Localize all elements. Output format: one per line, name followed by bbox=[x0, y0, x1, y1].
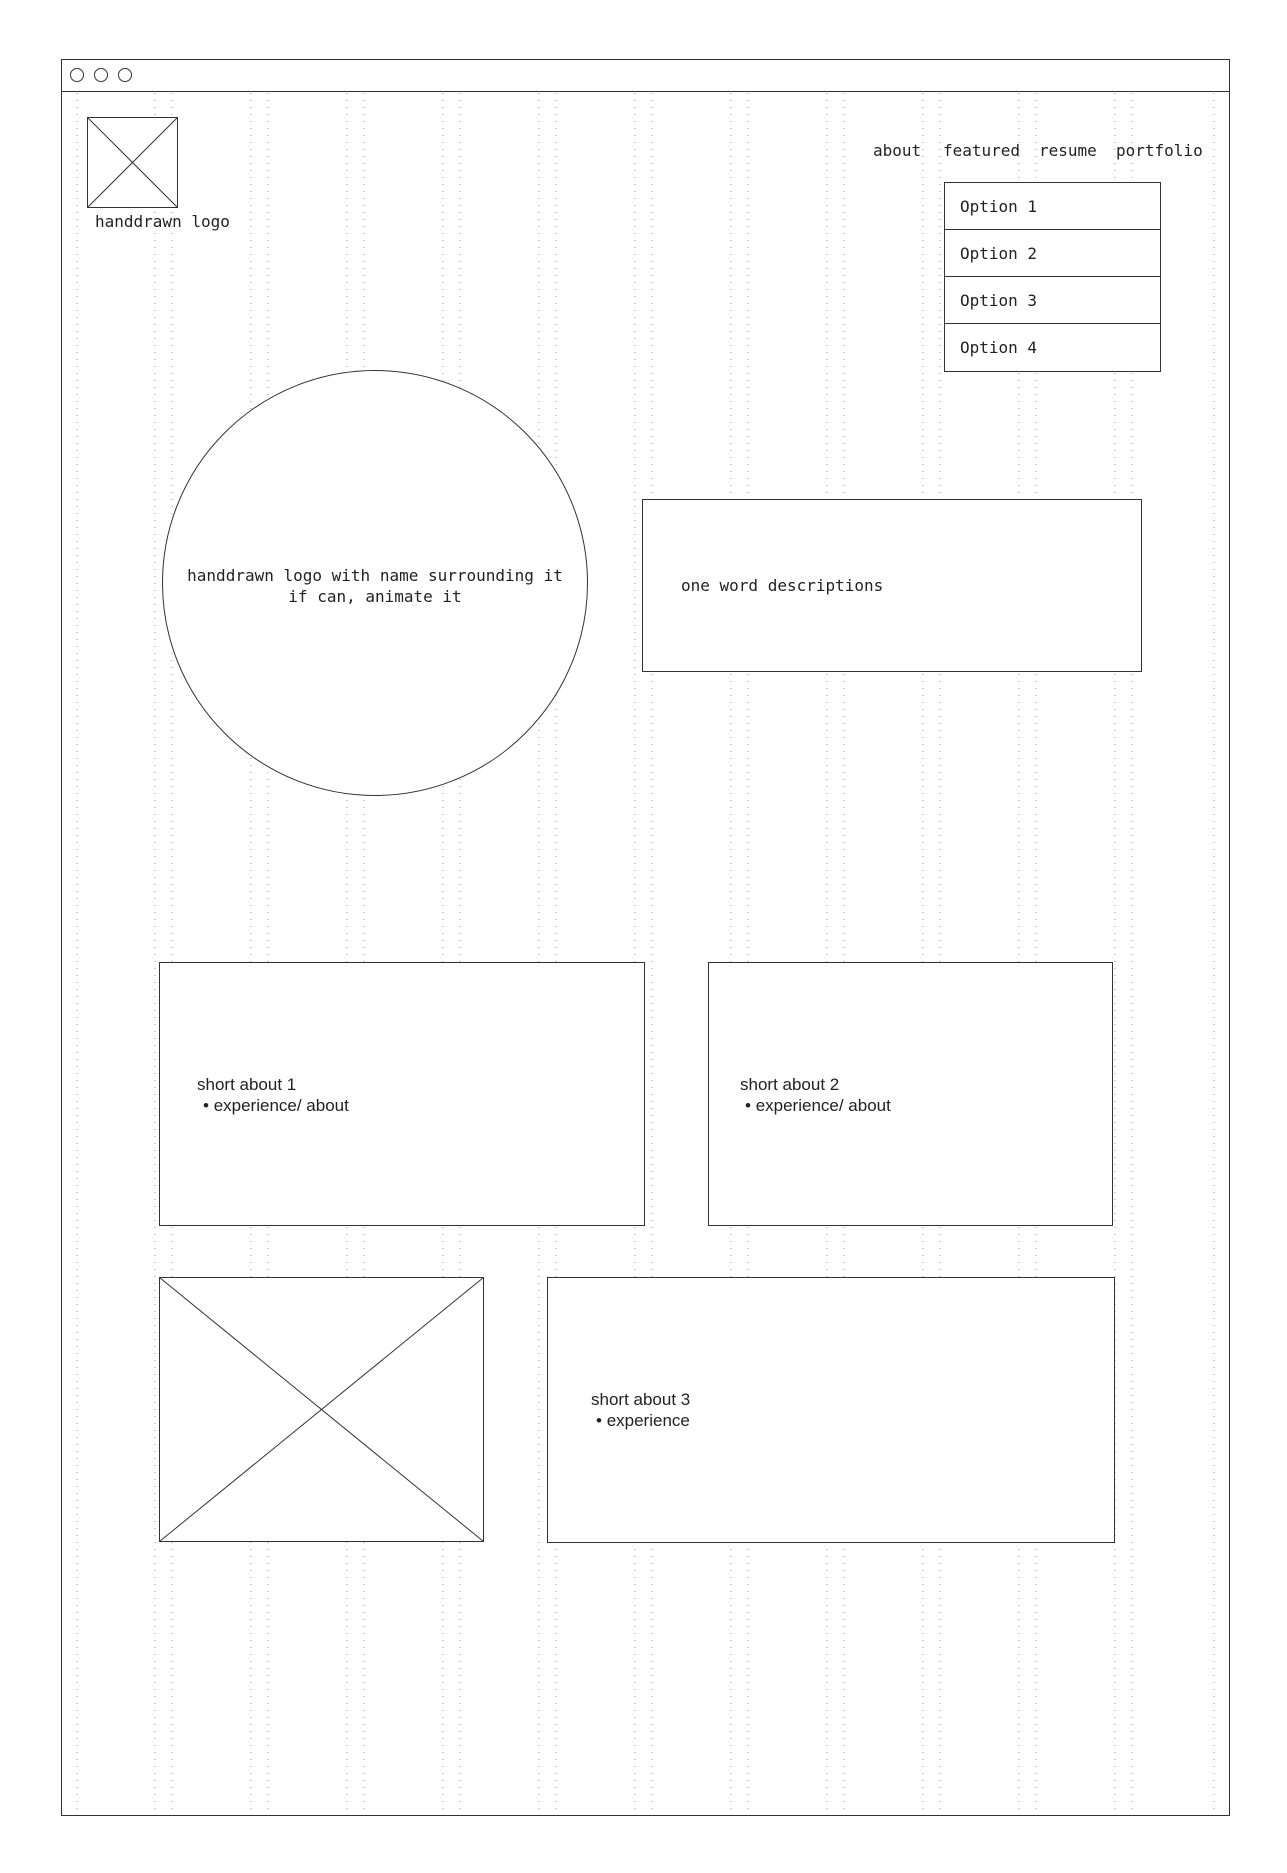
dropdown-option-4[interactable]: Option 4 bbox=[960, 338, 1038, 357]
about-2-title: short about 2 bbox=[740, 1075, 840, 1094]
hero-circle-text-line1: handdrawn logo with name surrounding it bbox=[187, 566, 563, 585]
hero-circle-text-line2: if can, animate it bbox=[288, 587, 462, 606]
descriptions-box bbox=[642, 499, 1142, 672]
window-close-dot[interactable] bbox=[70, 68, 84, 82]
about-2-bullet: • experience/ about bbox=[745, 1096, 891, 1115]
descriptions-text: one word descriptions bbox=[681, 576, 884, 595]
dropdown-option-1[interactable]: Option 1 bbox=[945, 183, 1160, 230]
about-3-bullet-text: experience bbox=[606, 1411, 690, 1430]
dropdown-option-3[interactable]: Option 3 bbox=[945, 277, 1160, 324]
about-image-placeholder[interactable] bbox=[159, 1277, 484, 1542]
about-card-2 bbox=[708, 962, 1113, 1226]
nav-about[interactable]: about bbox=[873, 141, 922, 160]
nav-featured[interactable]: featured bbox=[943, 141, 1021, 160]
about-2-bullet-text: experience/ about bbox=[755, 1096, 891, 1115]
window-titlebar bbox=[62, 60, 1229, 92]
window-maximize-dot[interactable] bbox=[118, 68, 132, 82]
about-3-title: short about 3 bbox=[591, 1390, 691, 1409]
hero-logo-circle bbox=[162, 370, 588, 796]
about-3-bullet: • experience bbox=[596, 1411, 690, 1430]
browser-window bbox=[61, 59, 1230, 1816]
dropdown-option-2[interactable]: Option 2 bbox=[945, 230, 1160, 277]
logo-image-placeholder[interactable] bbox=[87, 117, 178, 208]
logo-caption: handdrawn logo bbox=[95, 212, 230, 231]
about-card-3 bbox=[547, 1277, 1115, 1543]
featured-dropdown-menu bbox=[944, 182, 1161, 372]
about-1-bullet: • experience/ about bbox=[203, 1096, 349, 1115]
about-card-1 bbox=[159, 962, 645, 1226]
about-1-title: short about 1 bbox=[197, 1075, 297, 1094]
window-minimize-dot[interactable] bbox=[94, 68, 108, 82]
nav-resume[interactable]: resume bbox=[1039, 141, 1097, 160]
nav-portfolio[interactable]: portfolio bbox=[1116, 141, 1203, 160]
about-1-bullet-text: experience/ about bbox=[213, 1096, 349, 1115]
